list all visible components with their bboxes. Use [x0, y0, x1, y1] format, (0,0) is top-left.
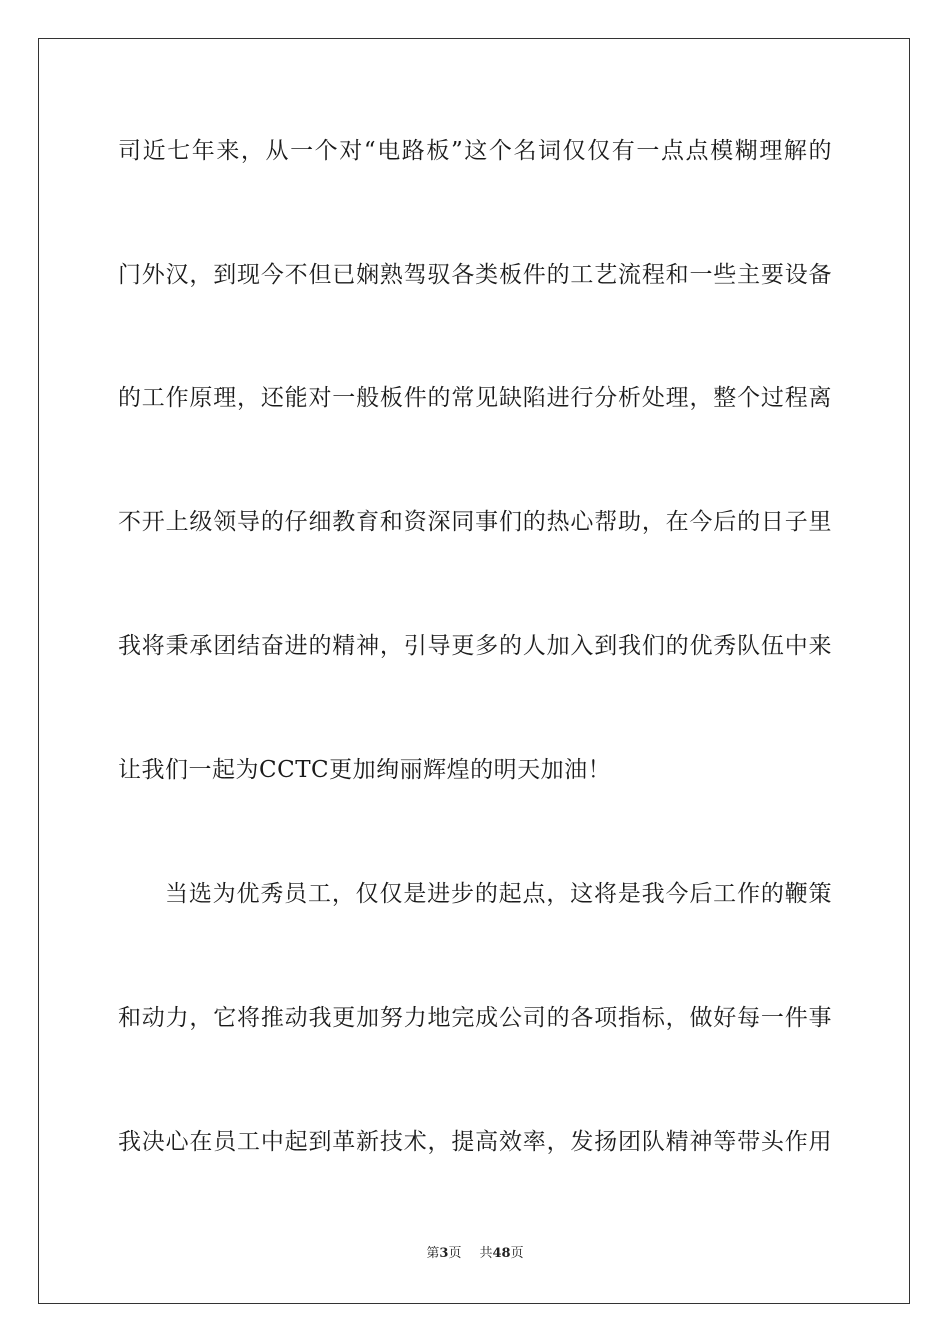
- page-number: 3: [439, 1246, 449, 1261]
- paragraph-line: 的工作原理，还能对一般板件的常见缺陷进行分析处理，整个过程离: [118, 385, 832, 411]
- paragraph-line: 司近七年来，从一个对“电路板”这个名词仅仅有一点点模糊理解的: [118, 138, 832, 164]
- page-suffix: 页: [448, 1246, 462, 1261]
- page-prefix: 第: [426, 1246, 440, 1261]
- total-prefix: 共: [479, 1246, 493, 1261]
- paragraph-line: 让我们一起为CCTC更加绚丽辉煌的明天加油！: [118, 757, 612, 783]
- paragraph-line: 我将秉承团结奋进的精神，引导更多的人加入到我们的优秀队伍中来: [118, 633, 832, 659]
- page-border: [38, 38, 910, 1304]
- paragraph-line: 我决心在员工中起到革新技术，提高效率，发扬团队精神等带头作用: [118, 1129, 832, 1155]
- total-suffix: 页: [510, 1246, 524, 1261]
- paragraph-line: 不开上级领导的仔细教育和资深同事们的热心帮助，在今后的日子里: [118, 509, 832, 535]
- page-footer: [0, 1244, 950, 1264]
- paragraph-line: 和动力，它将推动我更加努力地完成公司的各项指标，做好每一件事: [118, 1005, 832, 1031]
- paragraph-line: 门外汉，到现今不但已娴熟驾驭各类板件的工艺流程和一些主要设备: [118, 262, 832, 288]
- paragraph-line: 当选为优秀员工，仅仅是进步的起点，这将是我今后工作的鞭策: [165, 881, 832, 907]
- total-pages: 48: [492, 1246, 511, 1261]
